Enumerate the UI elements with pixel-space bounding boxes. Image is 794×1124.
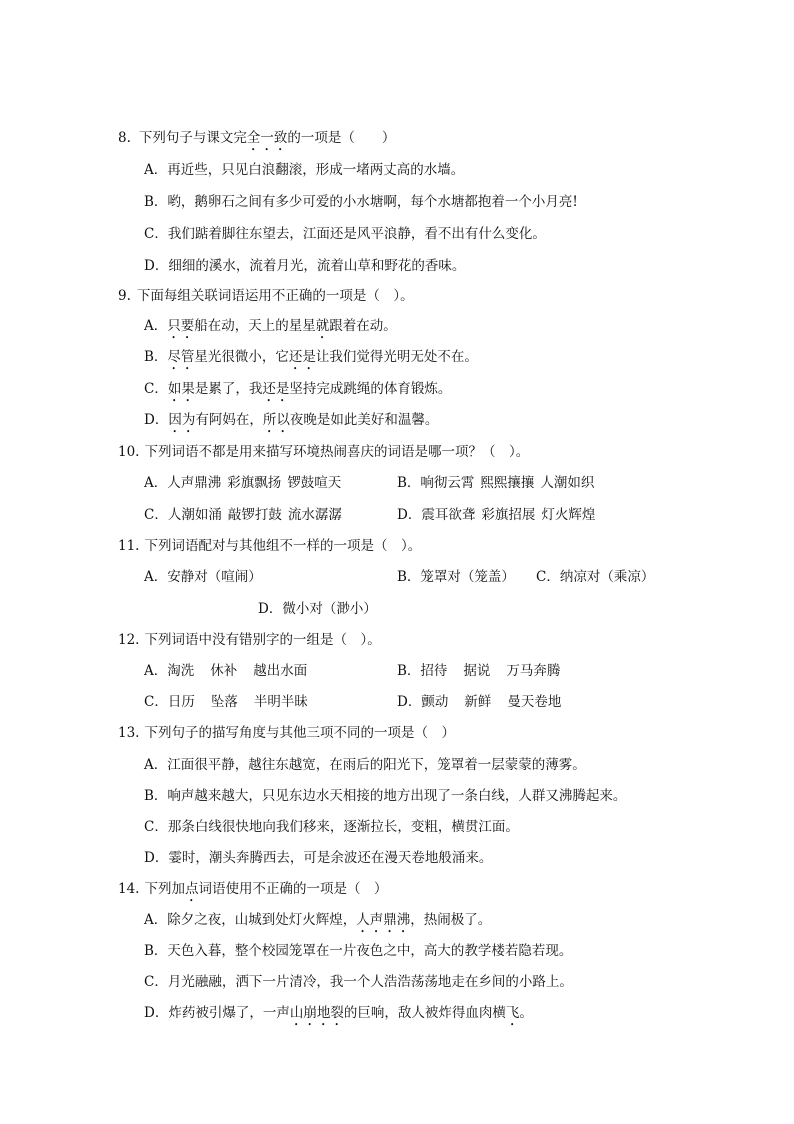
- question-10-stem: 10. 下列词语不都是用来描写环境热闹喜庆的词语是哪一项？（ ）。: [118, 444, 530, 460]
- question-13-option-a: A．江面很平静，越往东越宽，在雨后的阳光下，笼罩着一层蒙蒙的薄雾。: [144, 757, 586, 773]
- question-13-option-c: C．那条白线很快地向我们移来，逐渐拉长，变粗，横贯江面。: [144, 819, 519, 835]
- question-9-option-c: C．如果是累了，我还是坚持完成跳绳的体育锻炼。: [144, 381, 452, 397]
- question-14-option-b: B．天色入暮，整个校园笼罩在一片夜色之中，高大的教学楼若隐若现。: [144, 943, 573, 959]
- question-14-option-c: C．月光融融，洒下一片清冷，我一个人浩浩荡荡地走在乡间的小路上。: [144, 974, 573, 990]
- question-14-option-a: A．除夕之夜，山城到处灯火辉煌，人声鼎沸，热闹极了。: [144, 912, 492, 928]
- question-8-option-c: C．我们踮着脚往东望去，江面还是风平浪静，看不出有什么变化。: [144, 226, 546, 242]
- question-8-option-b: B．哟，鹅卵石之间有多少可爱的小水塘啊，每个水塘都抱着一个小月亮!: [144, 194, 578, 210]
- question-8-option-d: D．细细的溪水，流着月光，流着山草和野花的香味。: [144, 258, 466, 274]
- question-14-option-d: D．炸药被引爆了，一声山崩地裂的巨响，敌人被炸得血肉横飞。: [144, 1005, 533, 1021]
- question-12-stem: 12. 下列词语中没有错别字的一组是（ ）。: [118, 632, 381, 648]
- question-9-option-d: D．因为有阿妈在，所以夜晚是如此美好和温馨。: [144, 412, 439, 428]
- question-9-option-a: A．只要船在动，天上的星星就跟着在动。: [144, 318, 397, 334]
- question-12-option-b: B．招待 据说 万马奔腾: [397, 663, 561, 679]
- question-9-option-b: B．尽管星光很微小，它还是让我们觉得光明无处不在。: [144, 349, 478, 365]
- question-13-option-d: D．霎时，潮头奔腾西去，可是余波还在漫天卷地般涌来。: [144, 850, 493, 866]
- question-11-option-a: A．安静对（喧闹）: [144, 569, 262, 585]
- question-14-stem: 14. 下列加点词语使用不正确的一项是（ ）: [118, 881, 388, 897]
- question-8-stem: 8. 下列句子与课文完全一致的一项是（ ）: [118, 130, 396, 146]
- question-13-option-b: B．响声越来越大，只见东边水天相接的地方出现了一条白线，人群又沸腾起来。: [144, 788, 627, 804]
- question-10-option-c: C．人潮如涌 敲锣打鼓 流水潺潺: [144, 507, 342, 523]
- question-11-option-c: C．纳凉对（乘凉）: [536, 569, 655, 585]
- question-13-stem: 13. 下列句子的描写角度与其他三项不同的一项是（ ）: [118, 725, 455, 741]
- question-12-option-d: D．颤动 新鲜 曼天卷地: [397, 694, 562, 710]
- question-8-option-a: A．再近些，只见白浪翻滚，形成一堵两丈高的水墙。: [144, 162, 465, 178]
- question-10-option-d: D．震耳欲聋 彩旗招展 灯火辉煌: [397, 507, 596, 523]
- question-10-option-a: A．人声鼎沸 彩旗飘扬 锣鼓喧天: [144, 475, 342, 491]
- question-11-stem: 11. 下列词语配对与其他组不一样的一项是（ ）。: [118, 538, 422, 554]
- question-12-option-c: C．日历 坠落 半明半昧: [144, 694, 308, 710]
- question-10-option-b: B．响彻云霄 熙熙攘攘 人潮如织: [397, 475, 595, 491]
- question-11-option-b: B．笼罩对（笼盖）: [397, 569, 515, 585]
- question-11-option-d: D．微小对（渺小）: [258, 601, 377, 617]
- question-9-stem: 9. 下面每组关联词语运用不正确的一项是（ ）。: [118, 288, 414, 304]
- question-12-option-a: A．淘洗 休补 越出水面: [144, 663, 308, 679]
